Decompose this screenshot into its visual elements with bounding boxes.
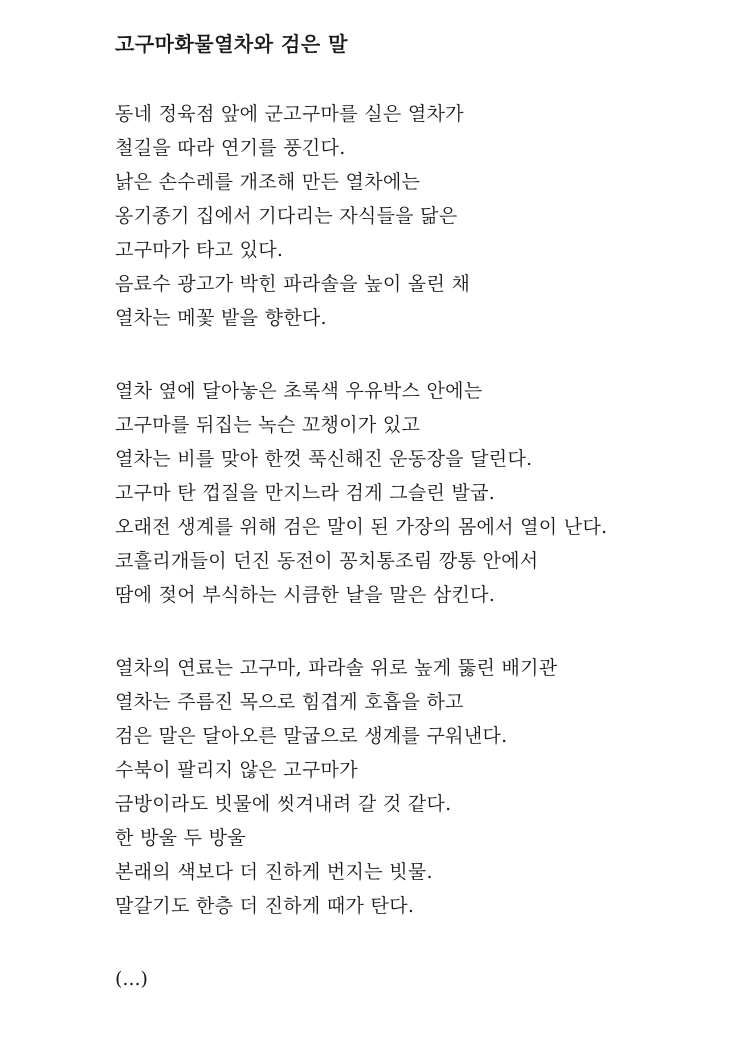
poem-ellipsis: (...) — [115, 968, 148, 990]
stanza-3 — [115, 651, 735, 923]
poem-line: 열차는 비를 맞아 한껏 푹신해진 운동장을 달린다. — [115, 448, 533, 470]
stanza-1 — [115, 97, 735, 335]
poem-line: 철길을 따라 연기를 풍긴다. — [115, 137, 346, 159]
poem-line: 금방이라도 빗물에 씻겨내려 갈 것 같다. — [115, 793, 452, 815]
poem-line: 수북이 팔리지 않은 고구마가 — [115, 759, 358, 781]
poem-line: 열차 옆에 달아놓은 초록색 우유박스 안에는 — [115, 380, 483, 402]
poem-line: 동네 정육점 앞에 군고구마를 실은 열차가 — [115, 103, 464, 125]
stanza-2 — [115, 374, 735, 612]
poem-line: 열차는 주름진 목으로 힘겹게 호흡을 하고 — [115, 691, 464, 713]
poem-line: 고구마가 타고 있다. — [115, 239, 284, 261]
poem-line: 낡은 손수레를 개조해 만든 열차에는 — [115, 171, 421, 193]
poem-line: 코흘리개들이 던진 동전이 꽁치통조림 깡통 안에서 — [115, 550, 539, 572]
poem-line: 말갈기도 한층 더 진하게 때가 탄다. — [115, 895, 415, 917]
poem-line: 한 방울 두 방울 — [115, 827, 246, 849]
poem-body — [115, 97, 735, 996]
poem-line: 고구마를 뒤집는 녹슨 꼬챙이가 있고 — [115, 414, 421, 436]
poem-line: 음료수 광고가 박힌 파라솔을 높이 올린 채 — [115, 273, 471, 295]
poem-title: 고구마화물열차와 검은 말 — [115, 32, 348, 56]
poem-line: 고구마 탄 껍질을 만지느라 검게 그슬린 발굽. — [115, 482, 496, 504]
poem-line: 열차의 연료는 고구마, 파라솔 위로 높게 뚫린 배기관 — [115, 657, 558, 679]
poem-line: 오래전 생계를 위해 검은 말이 된 가장의 몸에서 열이 난다. — [115, 516, 608, 538]
poem-line: 열차는 메꽃 밭을 향한다. — [115, 307, 327, 329]
poem-line: 검은 말은 달아오른 말굽으로 생계를 구워낸다. — [115, 725, 508, 747]
poem-line: 땀에 젖어 부식하는 시큼한 날을 말은 삼킨다. — [115, 584, 496, 606]
poem-line: 본래의 색보다 더 진하게 번지는 빗물. — [115, 861, 433, 883]
poem-line: 옹기종기 집에서 기다리는 자식들을 닮은 — [115, 205, 458, 227]
